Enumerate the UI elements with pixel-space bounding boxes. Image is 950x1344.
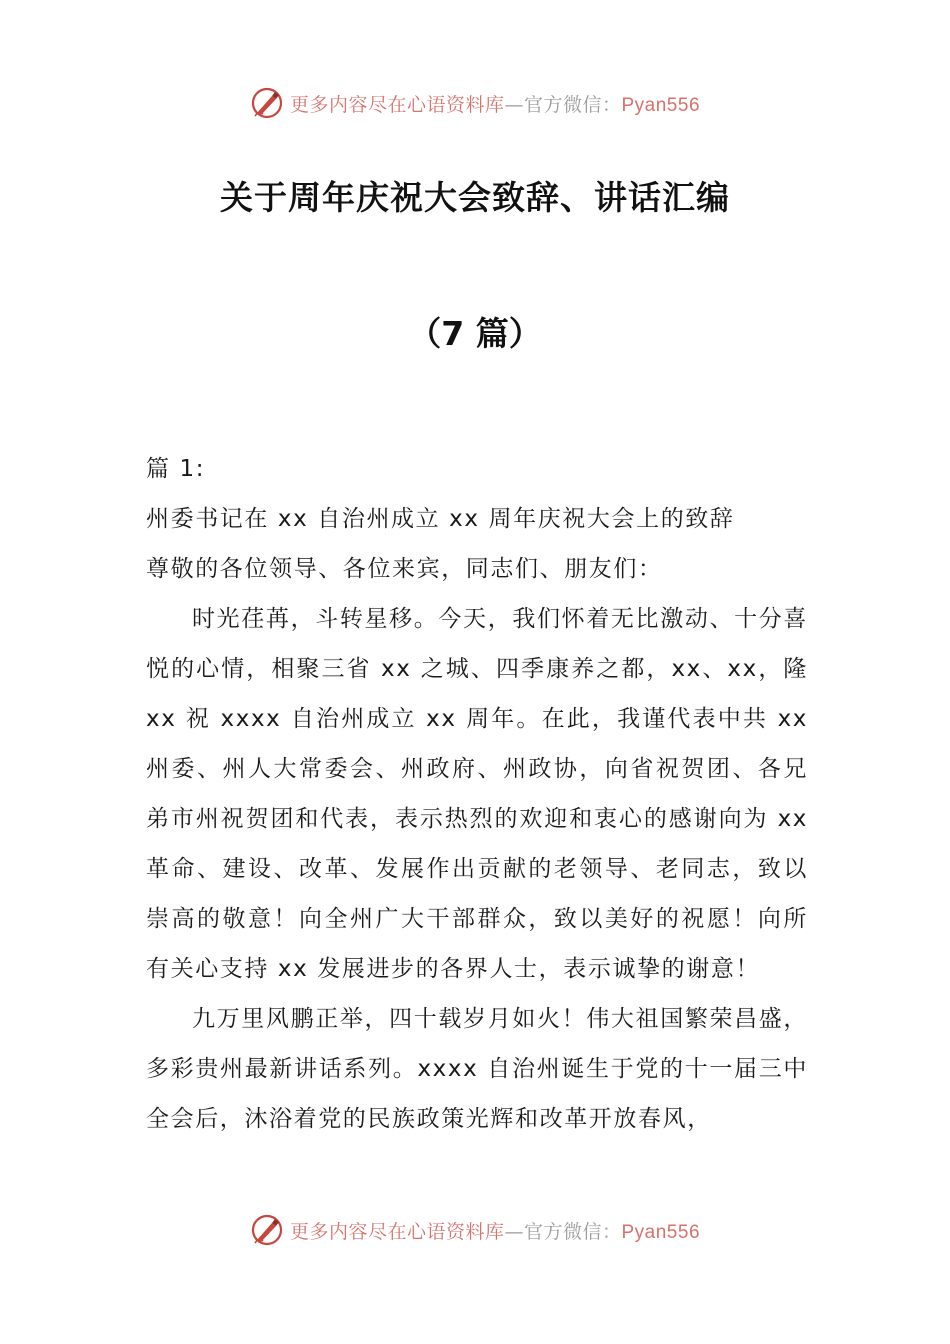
pen-logo-icon	[250, 1213, 284, 1247]
document-title: 关于周年庆祝大会致辞、讲话汇编	[220, 178, 730, 217]
footer-banner-label: 官方微信：	[523, 1220, 622, 1243]
footer-banner-wechat-id: Pyan556	[621, 1221, 701, 1243]
header-banner-wechat-id: Pyan556	[621, 94, 701, 116]
header-banner-dash: —	[504, 93, 524, 116]
header-banner-slogan: 更多内容尽在心语资料库	[289, 93, 505, 116]
document-subtitle: （7 篇）	[408, 314, 542, 353]
header-banner	[0, 83, 950, 123]
salutation: 尊敬的各位领导、各位来宾，同志们、朋友们：	[146, 556, 663, 582]
footer-banner-text	[290, 1217, 700, 1244]
header-banner-text	[290, 90, 700, 117]
pen-logo-icon	[250, 86, 284, 120]
footer-banner	[0, 1210, 950, 1250]
body-paragraph: 九万里风鹏正举，四十载岁月如火！伟大祖国繁荣昌盛，多彩贵州最新讲话系列。xxxx 自治州诞生于党的十一届三中全会后，沐浴着党的民族政策光辉和改革开放春风，	[146, 1006, 808, 1132]
body-paragraph: 时光荏苒，斗转星移。今天，我们怀着无比激动、十分喜悦的心情，相聚三省 xx 之城、四季康养之都，xx、xx，隆 xx 祝 xxxx 自治州成立 xx 周年。在此，我谨代表中共 xx 州委、州人大常委会、州政府、州政协，向省祝贺团、各兄弟市州祝贺团和代表，表示热烈的欢迎和衷心的感谢向为 xx 革命、建设、改革、发展作出贡献的老领导、老同志，致以崇高的敬意！向全州广大干部群众，致以美好的祝愿！向所有关心支持 xx 发展进步的各界人士，表示诚挚的谢意！	[146, 606, 808, 982]
footer-banner-dash: —	[504, 1220, 524, 1243]
document-body	[146, 444, 808, 1144]
section-label: 篇 1:	[146, 456, 206, 482]
footer-banner-slogan: 更多内容尽在心语资料库	[289, 1220, 505, 1243]
header-banner-label: 官方微信：	[523, 93, 622, 116]
speech-title: 州委书记在 xx 自治州成立 xx 周年庆祝大会上的致辞	[146, 506, 735, 532]
